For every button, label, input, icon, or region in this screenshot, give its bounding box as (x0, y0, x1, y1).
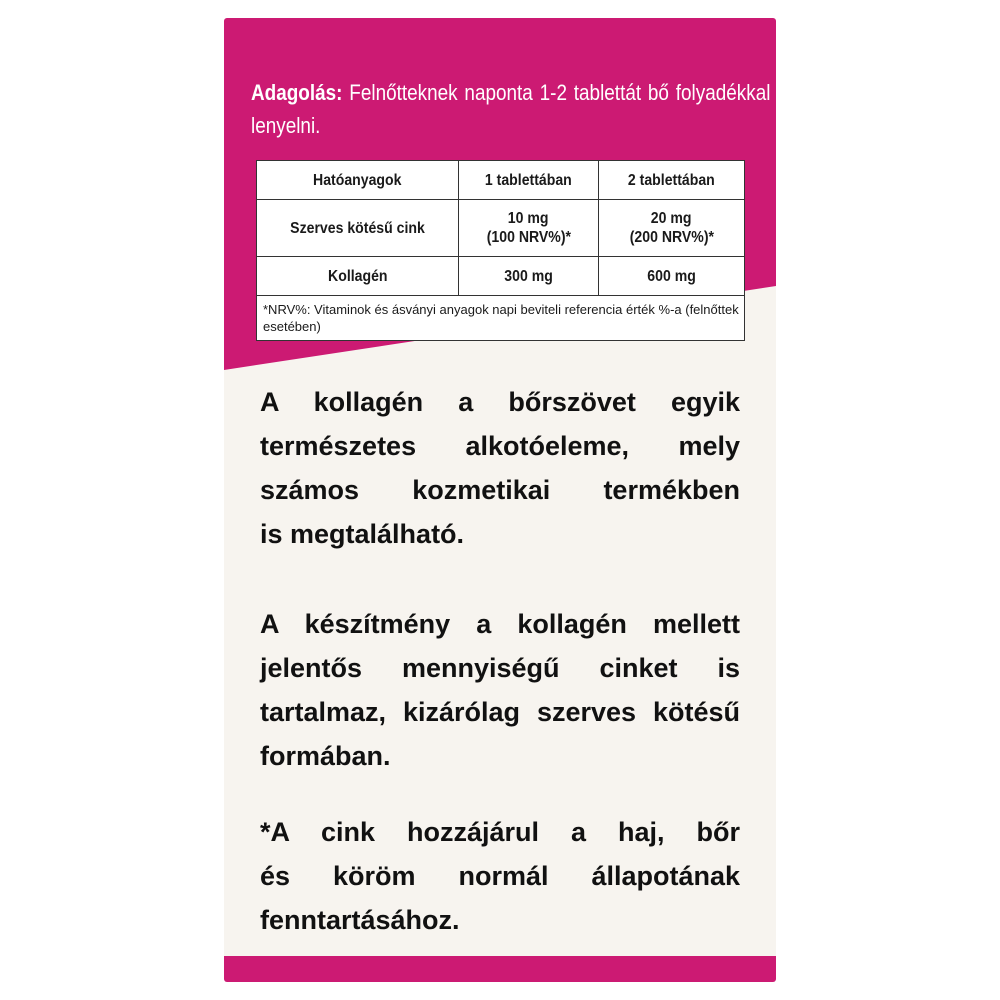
table-row (257, 257, 745, 296)
paragraph-line: *A cink hozzájárul a haj, bőr (260, 817, 740, 847)
paragraph-line: formában. (260, 741, 391, 771)
amount-one-tablet-cell: 300 mg (459, 257, 599, 296)
dosage-text: Felnőtteknek naponta 1-2 tablettát bő folyadékkal lenyelni. (251, 80, 771, 138)
table-header-cell: Hatóanyagok (257, 161, 459, 200)
active-ingredients-table (256, 160, 745, 341)
paragraph-line: számos kozmetikai termékben (260, 475, 740, 505)
collagen-description-paragraph (260, 380, 740, 556)
table-header-cell: 1 tablettában (459, 161, 599, 200)
paragraph-line: tartalmaz, kizárólag szerves kötésű (260, 697, 740, 727)
paragraph-line: és köröm normál állapotának (260, 861, 740, 891)
amount-two-tablets-cell: 20 mg (200 NRV%)* (599, 200, 745, 257)
zinc-claim-paragraph (260, 810, 740, 942)
nrv-footnote: *NRV%: Vitaminok és ásványi anyagok napi beviteli referencia érték %-a (felnőttek esetében) (257, 296, 745, 341)
table-header-row (257, 161, 745, 200)
table-footnote-row (257, 296, 745, 341)
paragraph-line: is megtalálható. (260, 519, 465, 549)
ingredient-name-cell: Szerves kötésű cink (257, 200, 459, 257)
ingredient-name-cell: Kollagén (257, 257, 459, 296)
paragraph-line: természetes alkotóeleme, mely (260, 431, 740, 461)
product-box-panel (224, 18, 776, 982)
magenta-bottom-band (224, 956, 776, 982)
table-header-cell: 2 tablettában (599, 161, 745, 200)
table-row (257, 200, 745, 257)
amount-one-tablet-cell: 10 mg (100 NRV%)* (459, 200, 599, 257)
dosage-instructions (251, 76, 770, 142)
paragraph-line: A készítmény a kollagén mellett (260, 609, 740, 639)
zinc-content-paragraph (260, 602, 740, 778)
paragraph-line: A kollagén a bőrszövet egyik (260, 387, 740, 417)
paragraph-line: jelentős mennyiségű cinket is (260, 653, 740, 683)
dosage-label: Adagolás: (251, 80, 343, 105)
paragraph-line: fenntartásához. (260, 905, 460, 935)
amount-two-tablets-cell: 600 mg (599, 257, 745, 296)
